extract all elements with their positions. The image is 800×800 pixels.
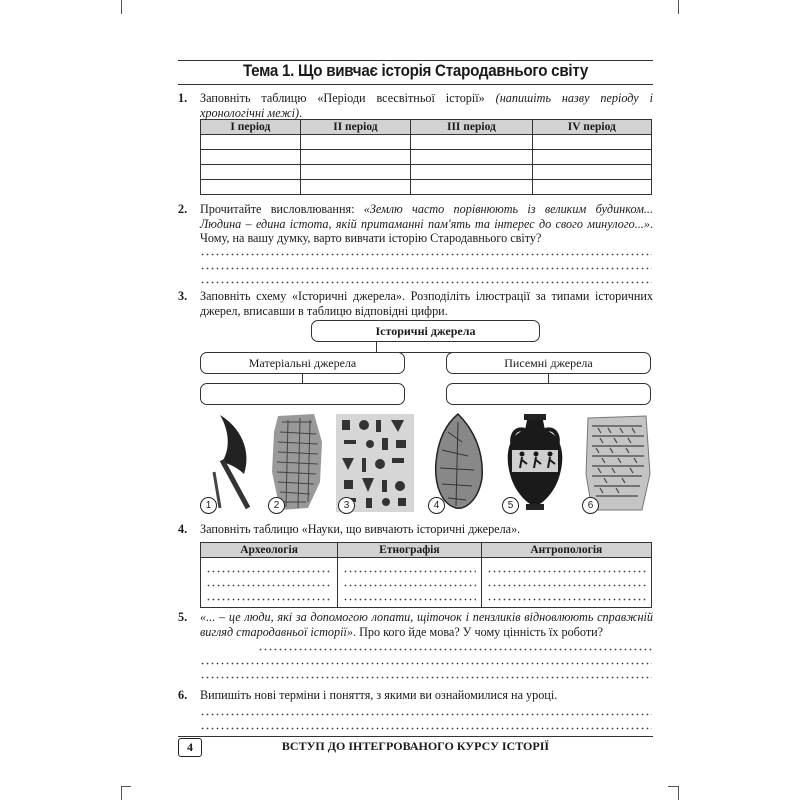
table-cell[interactable] (411, 165, 532, 180)
crop-mark (121, 786, 122, 800)
crop-mark (678, 0, 679, 14)
crop-mark (678, 786, 679, 800)
sciences-table (200, 542, 652, 608)
task-4 (178, 522, 653, 537)
table-cell[interactable] (201, 135, 301, 150)
task-6 (178, 688, 653, 703)
table-cell[interactable] (411, 135, 532, 150)
table-header: IV період (532, 120, 651, 135)
task-number: 3. (178, 289, 188, 303)
table-cell[interactable] (338, 558, 481, 608)
table-cell[interactable] (481, 558, 651, 608)
task-text: Випишіть нові терміни і поняття, з якими ви ознайомилися на уроці. (200, 688, 558, 702)
task-text: Прочитайте висловлювання: «Землю часто порівнюють із великим будинком... Людина – едина істота, якій притаманні пам'ять та інтерес до свого минулого...». Чому, на вашу думку, варто вивчати історію Стародавнього світу? (200, 202, 653, 245)
table-header: Антропологія (481, 543, 651, 558)
page-footer (178, 737, 653, 757)
task-5 (178, 610, 653, 639)
table-cell[interactable] (300, 150, 411, 165)
task-text: Заповніть таблицю «Науки, що вивчають історичні джерела». (200, 522, 521, 536)
illustration-number: 3 (338, 497, 355, 514)
written-sources-box: Писемні джерела (446, 352, 651, 374)
scheme-root-box: Історичні джерела (311, 320, 540, 342)
illustration-number: 5 (502, 497, 519, 514)
material-sources-answer-box[interactable] (200, 383, 405, 405)
scheme-connector (376, 342, 377, 352)
crop-mark (121, 0, 122, 14)
table-cell[interactable] (201, 180, 301, 195)
table-cell[interactable] (532, 150, 651, 165)
table-cell[interactable] (201, 150, 301, 165)
page-number: 4 (178, 738, 202, 757)
illustration-number: 2 (268, 497, 285, 514)
table-header: III період (411, 120, 532, 135)
answer-line[interactable] (200, 727, 652, 730)
title-rule-bottom (178, 84, 653, 85)
answer-line[interactable] (200, 253, 652, 256)
crop-mark (668, 786, 678, 787)
table-cell[interactable] (201, 558, 338, 608)
answer-line[interactable] (200, 662, 652, 665)
illustration-number: 6 (582, 497, 599, 514)
table-header: Етнографія (338, 543, 481, 558)
table-header: Археологія (201, 543, 338, 558)
table-cell[interactable] (201, 165, 301, 180)
answer-line[interactable] (200, 267, 652, 270)
table-cell[interactable] (300, 135, 411, 150)
answer-line[interactable] (200, 713, 652, 716)
task-number: 2. (178, 202, 188, 216)
table-header: II період (300, 120, 411, 135)
task-number: 5. (178, 610, 188, 624)
title-rule-top (178, 60, 653, 61)
table-header: I період (201, 120, 301, 135)
periods-table (200, 119, 652, 195)
task-1 (178, 91, 653, 120)
table-cell[interactable] (411, 180, 532, 195)
written-sources-answer-box[interactable] (446, 383, 651, 405)
table-cell[interactable] (532, 180, 651, 195)
page-title: Тема 1. Що вивчає історія Стародавнього світу (242, 62, 589, 80)
task-3 (178, 289, 653, 318)
table-cell[interactable] (532, 135, 651, 150)
task-text: Заповніть схему «Історичні джерела». Розподіліть ілюстрації за типами історичних джерел, вписавши в таблицю відповідні цифри. (200, 289, 653, 318)
scheme-connector (302, 374, 303, 383)
scheme-connector (548, 374, 549, 383)
table-cell[interactable] (532, 165, 651, 180)
table-cell[interactable] (300, 180, 411, 195)
answer-line[interactable] (200, 676, 652, 679)
answer-line[interactable] (258, 648, 652, 651)
task-2 (178, 202, 653, 246)
task-number: 1. (178, 91, 188, 105)
task-number: 6. (178, 688, 188, 702)
illustration-number: 4 (428, 497, 445, 514)
crop-mark (121, 786, 131, 787)
task-text: Заповніть таблицю «Періоди всесвітньої історії» (напишіть назву періоду і хронологічні межі). (200, 91, 653, 120)
table-cell[interactable] (300, 165, 411, 180)
task-number: 4. (178, 522, 188, 536)
task-text: «... – це люди, які за допомогою лопати, щіточок і пензликів відновлюють справжній вигляд стародавньої історії». Про кого йде мова? У чому цінність їх роботи? (200, 610, 653, 639)
footer-title: ВСТУП ДО ІНТЕГРОВАНОГО КУРСУ ІСТОРІЇ (281, 739, 550, 753)
material-sources-box: Матеріальні джерела (200, 352, 405, 374)
table-cell[interactable] (411, 150, 532, 165)
illustration-number: 1 (200, 497, 217, 514)
answer-line[interactable] (200, 281, 652, 284)
